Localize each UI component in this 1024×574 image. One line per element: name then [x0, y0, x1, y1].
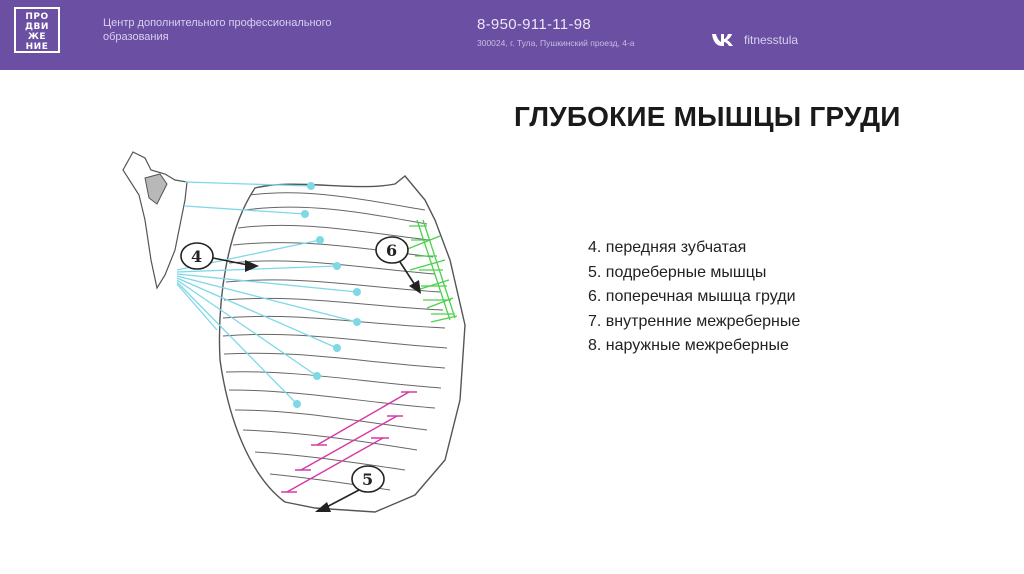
phone-link[interactable]: 8-950-911-11-98 [477, 16, 592, 33]
legend-item: 8. наружные межреберные [588, 337, 789, 354]
logo-line: ЖЕ [27, 32, 47, 42]
legend-item: 5. подреберные мышцы [588, 263, 767, 281]
logo[interactable] [14, 7, 60, 53]
address-text: 300024, г. Тула, Пушкинский проезд, 4-а [477, 38, 635, 48]
header-bar [0, 0, 1024, 70]
label-5-text: 5 [362, 470, 374, 489]
label-6-text: 6 [386, 241, 398, 260]
legend-item: 4. передняя зубчатая [588, 239, 747, 256]
vk-icon[interactable] [711, 33, 735, 47]
slide-title: ГЛУБОКИЕ МЫШЦЫ ГРУДИ [514, 101, 901, 132]
scapula-shape [123, 152, 187, 288]
logo-line: ПРО [25, 12, 49, 22]
label-4-text: 4 [191, 247, 203, 266]
legend-list [588, 236, 800, 359]
logo-line: ДВИ [25, 22, 49, 32]
logo-line: НИЕ [25, 42, 49, 52]
social-handle[interactable]: fitnesstula [744, 33, 799, 47]
legend-item: 7. внутренние межреберные [588, 312, 801, 330]
legend-item: 6. поперечная мышца груди [588, 288, 796, 305]
anatomy-illustration [105, 140, 505, 520]
org-name: Центр дополнительного профессионального образования [103, 17, 332, 43]
